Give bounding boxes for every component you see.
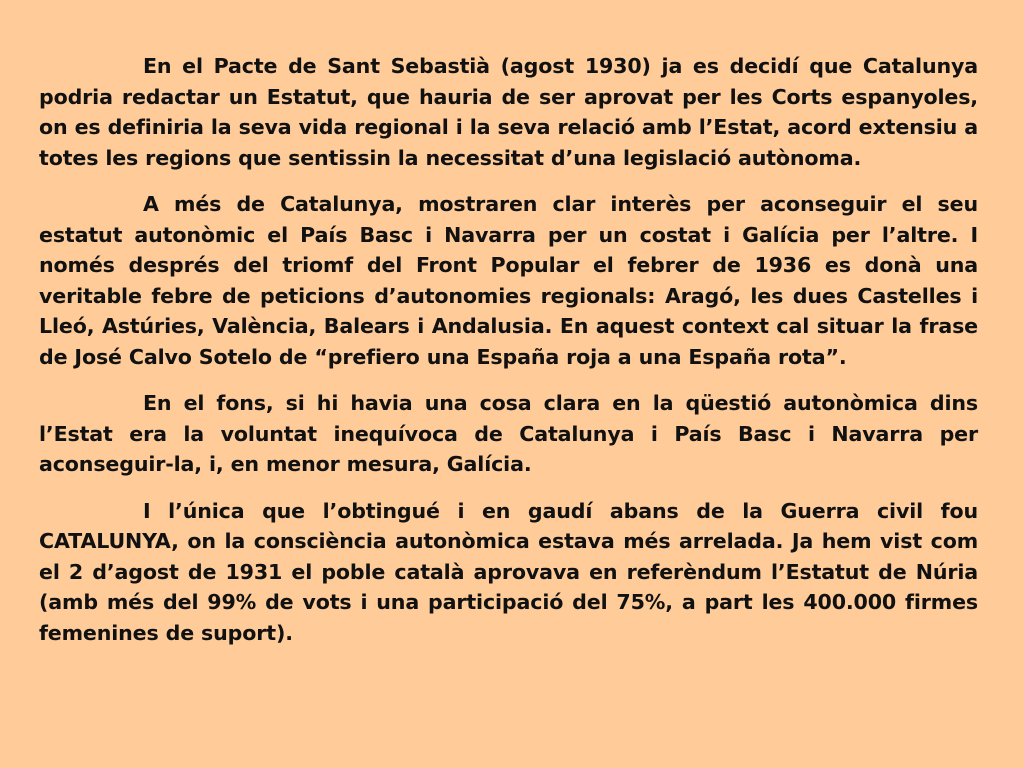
paragraph-pacte-sant-sebastia: En el Pacte de Sant Sebastià (agost 1930) ja es decidí que Catalunya podria redactar un Estatut, que hauria de ser aprovat per les Corts espanyoles, on es definiria la seva vida regional i la seva relació amb l’Estat, acord extensiu a totes les regions que sentissin la necessitat d’una legislació autònoma. <box>39 54 978 170</box>
slide-text-body <box>39 51 978 751</box>
paragraph-estatut-nuria: I l’única que l’obtingué i en gaudí abans de la Guerra civil fou CATALUNYA, on la consciència autonòmica estava més arrelada. Ja hem vist com el 2 d’agost de 1931 el poble català aprovava en referèndum l’Estatut de Núria (amb més del 99% de vots i una participació del 75%, a part les 400.000 firmes femenines de suport). <box>39 498 978 645</box>
paragraph-altres-regions: A més de Catalunya, mostraren clar interès per aconseguir el seu estatut autonòmic el País Basc i Navarra per un costat i Galícia per l’altre. I només després del triomf del Front Popular el febrer de 1936 es donà una veritable febre de peticions d’autonomies regionals: Aragó, les dues Castelles i Lleó, Astúries, València, Balears i Andalusia. En aquest context cal situar la frase de José Calvo Sotelo de “prefiero una España roja a una España rota”. <box>39 192 978 369</box>
paragraph-questio-autonomica: En el fons, si hi havia una cosa clara en la qüestió autonòmica dins l’Estat era la voluntat inequívoca de Catalunya i País Basc i Navarra per aconseguir-la, i, en menor mesura, Galícia. <box>39 391 978 476</box>
